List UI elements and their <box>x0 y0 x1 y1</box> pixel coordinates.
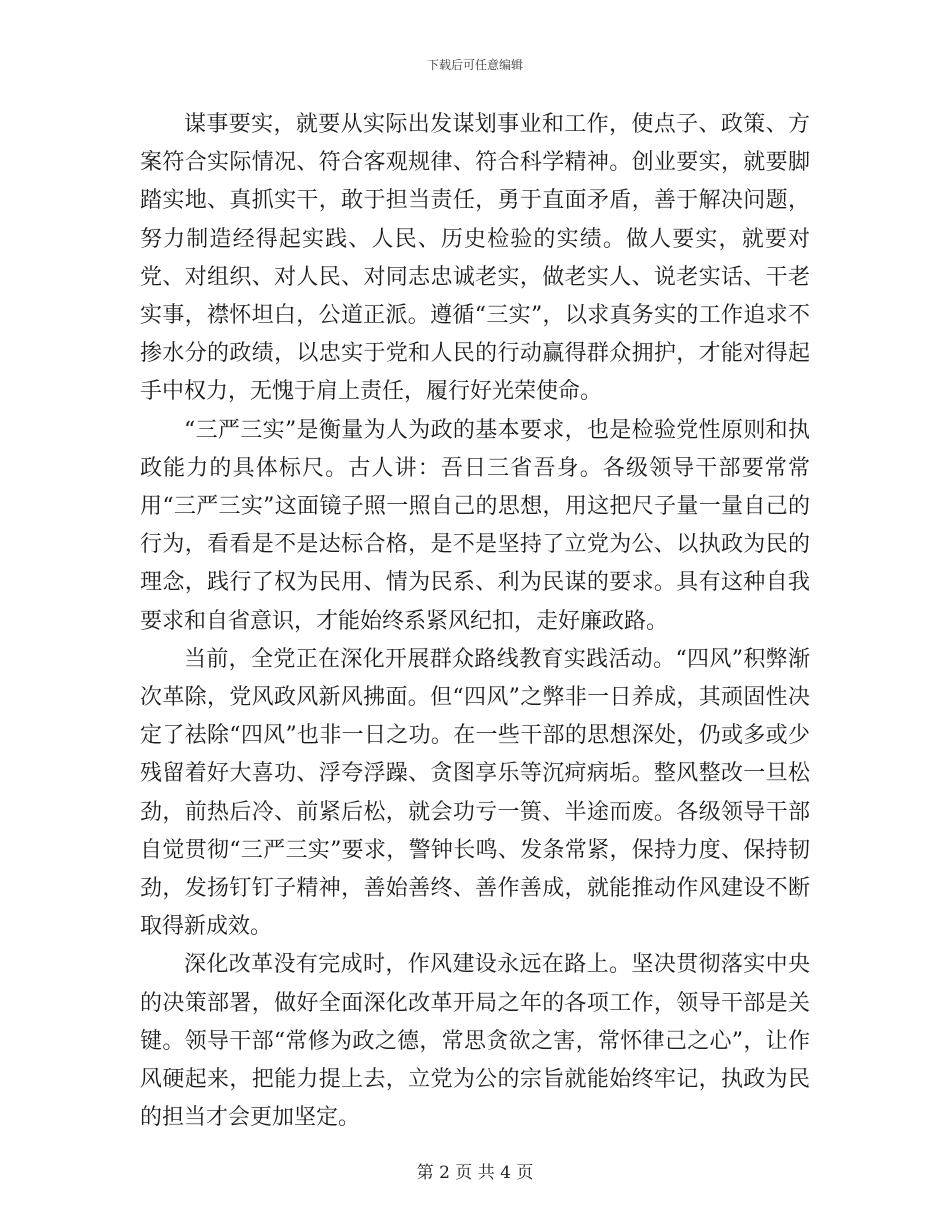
paragraph-2: “三严三实”是衡量为人为政的基本要求，也是检验党性原则和执政能力的具体标尺。古人讲：吾日三省吾身。各级领导干部要常常用“三严三实”这面镜子照一照自己的思想，用这把尺子量一量自己的行为，看看是不是达标合格，是不是坚持了立党为公、以执政为民的理念，践行了权为民用、情为民系、利为民谋的要求。具有这种自我要求和自省意识，才能始终系紧风纪扣，走好廉政路。 <box>140 417 810 634</box>
page-number-footer: 第 2 页 共 4 页 <box>416 1163 534 1183</box>
page-header: 下载后可任意编辑 <box>426 58 523 72</box>
paragraph-3: 当前，全党正在深化开展群众路线教育实践活动。“四风”积弊渐次革除，党风政风新风拂面。但“四风”之弊非一日养成，其顽固性决定了祛除“四风”也非一日之功。在一些干部的思想深处，仍或多或少残留着好大喜功、浮夸浮躁、贪图享乐等沉疴病垢。整风整改一旦松劲，前热后冷、前紧后松，就会功亏一篑、半途而废。各级领导干部自觉贯彻“三严三实”要求，警钟长鸣、发条常紧，保持力度、保持韧劲，发扬钉钉子精神，善始善终、善作善成，就能推动作风建设不断取得新成效。 <box>140 646 810 940</box>
paragraph-1: 谋事要实，就要从实际出发谋划事业和工作，使点子、政策、方案符合实际情况、符合客观规律、符合科学精神。创业要实，就要脚踏实地、真抓实干，敢于担当责任，勇于直面矛盾，善于解决问题，努力制造经得起实践、人民、历史检验的实绩。做人要实，就要对党、对组织、对人民、对同志忠诚老实，做老实人、说老实话、干老实事，襟怀坦白，公道正派。遵循“三实”，以求真务实的工作追求不掺水分的政绩，以忠实于党和人民的行动赢得群众拥护，才能对得起手中权力，无愧于肩上责任，履行好光荣使命。 <box>140 112 810 405</box>
document-body <box>140 106 810 1137</box>
paragraph-4: 深化改革没有完成时，作风建设永远在路上。坚决贯彻落实中央的决策部署，做好全面深化改革开局之年的各项工作，领导干部是关键。领导干部“常修为政之德，常思贪欲之害，常怀律己之心”，让作风硬起来，把能力提上去，立党为公的宗旨就能始终牢记，执政为民的担当才会更加坚定。 <box>140 952 810 1131</box>
